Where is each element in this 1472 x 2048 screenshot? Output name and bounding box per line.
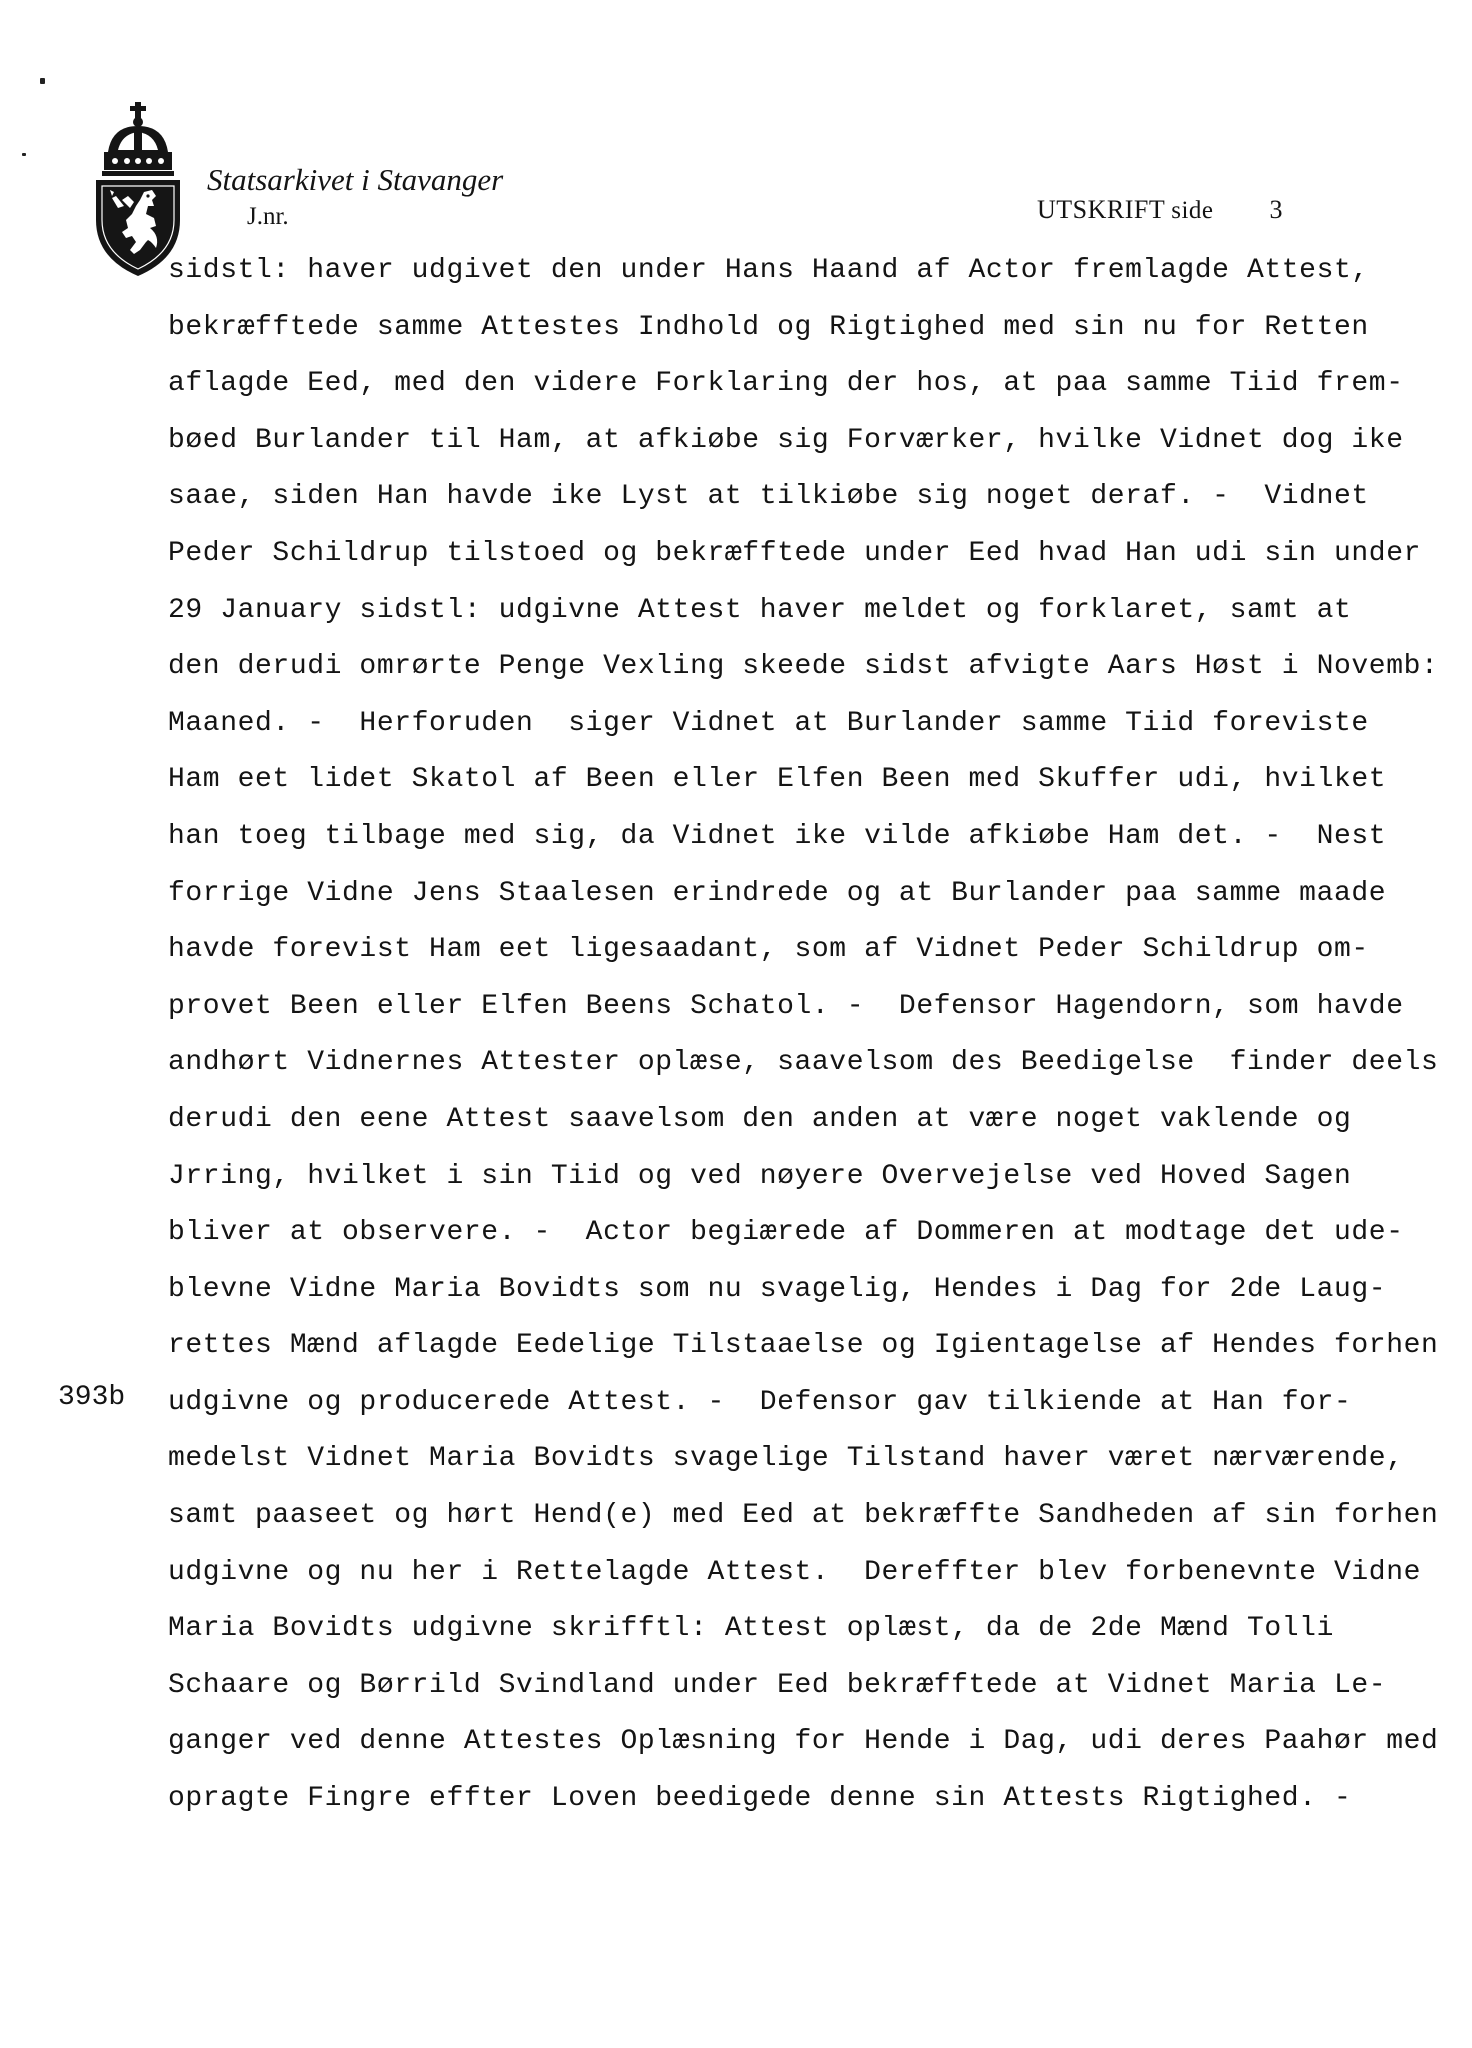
text-line: Jrring, hvilket i sin Tiid og ved nøyere Overvejelse ved Hoved Sagen — [168, 1160, 1352, 1192]
text-line: andhørt Vidnernes Attester oplæse, saavelsom des Beedigelse finder deels — [168, 1047, 1439, 1079]
archive-name: Statsarkivet i Stavanger — [207, 162, 504, 197]
text-line: aflagde Eed, med den videre Forklaring der hos, at paa samme Tiid frem- — [168, 368, 1404, 400]
text-line: saae, siden Han havde ike Lyst at tilkiøbe sig noget deraf. - Vidnet — [168, 481, 1369, 513]
utskrift-label: UTSKRIFT — [1037, 195, 1166, 224]
ink-speck — [40, 78, 45, 84]
transcript-page-header — [1037, 195, 1283, 225]
text-line: ganger ved denne Attestes Oplæsning for Hende i Dag, udi deres Paahør med — [168, 1726, 1439, 1758]
side-label: side — [1171, 197, 1214, 224]
text-line: Schaare og Børrild Svindland under Eed bekræfftede at Vidnet Maria Le- — [168, 1669, 1387, 1701]
text-line: Maaned. - Herforuden siger Vidnet at Burlander samme Tiid foreviste — [168, 707, 1369, 739]
transcript-body — [168, 254, 1450, 1839]
ink-speck — [22, 153, 26, 156]
journal-number-label: J.nr. — [247, 203, 289, 230]
text-line: Maria Bovidts udgivne skrifftl: Attest oplæst, da de 2de Mænd Tolli — [168, 1613, 1334, 1645]
text-line: derudi den eene Attest saavelsom den anden at være noget vaklende og — [168, 1103, 1352, 1135]
text-line: rettes Mænd aflagde Eedelige Tilstaaelse og Igientagelse af Hendes forhen — [168, 1330, 1439, 1362]
text-line: udgivne og nu her i Rettelagde Attest. Dereffter blev forbenevnte Vidne — [168, 1556, 1421, 1588]
text-line: den derudi omrørte Penge Vexling skeede sidst afvigte Aars Høst i Novemb: — [168, 651, 1439, 683]
text-line: samt paaseet og hørt Hend(e) med Eed at bekræffte Sandheden af sin forhen — [168, 1500, 1439, 1532]
text-line: bliver at observere. - Actor begiærede af Dommeren at modtage det ude- — [168, 1217, 1404, 1249]
text-line: udgivne og producerede Attest. - Defensor gav tilkiende at Han for- — [168, 1386, 1352, 1418]
text-line: opragte Fingre effter Loven beedigede denne sin Attests Rigtighed. - — [168, 1783, 1352, 1815]
text-line: 29 January sidstl: udgivne Attest haver meldet og forklaret, samt at — [168, 594, 1352, 626]
text-line: sidstl: haver udgivet den under Hans Haand af Actor fremlagde Attest, — [168, 255, 1369, 286]
norwegian-coat-of-arms-icon — [90, 100, 186, 278]
text-line: Ham eet lidet Skatol af Been eller Elfen Been med Skuffer udi, hvilket — [168, 764, 1387, 796]
text-line: Peder Schildrup tilstoed og bekræfftede under Eed hvad Han udi sin under — [168, 537, 1421, 569]
text-line: blevne Vidne Maria Bovidts som nu svagelig, Hendes i Dag for 2de Laug- — [168, 1273, 1387, 1305]
text-line: medelst Vidnet Maria Bovidts svagelige Tilstand haver været nærværende, — [168, 1443, 1404, 1475]
margin-folio-note: 393b — [58, 1382, 126, 1413]
page-number: 3 — [1269, 195, 1284, 224]
text-line: havde forevist Ham eet ligesaadant, som af Vidnet Peder Schildrup om- — [168, 934, 1369, 966]
text-line: bøed Burlander til Ham, at afkiøbe sig Forværker, hvilke Vidnet dog ike — [168, 424, 1404, 456]
text-line: bekræfftede samme Attestes Indhold og Rigtighed med sin nu for Retten — [168, 311, 1369, 343]
text-line: han toeg tilbage med sig, da Vidnet ike vilde afkiøbe Ham det. - Nest — [168, 820, 1387, 852]
text-line: provet Been eller Elfen Beens Schatol. - Defensor Hagendorn, som havde — [168, 990, 1404, 1022]
text-line: forrige Vidne Jens Staalesen erindrede og at Burlander paa samme maade — [168, 877, 1387, 909]
